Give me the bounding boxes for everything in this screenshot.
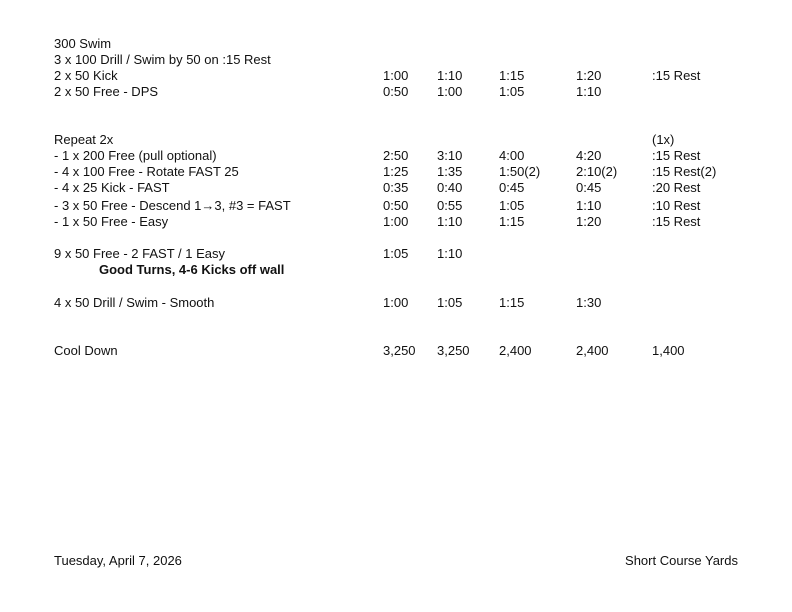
- line-label: - 1 x 50 Free - Easy: [54, 214, 169, 229]
- interval-col-4: 1:10: [576, 198, 602, 213]
- interval-col-1: 0:35: [383, 180, 409, 195]
- workout-line: [0, 68, 792, 84]
- interval-col-2: 0:40: [437, 180, 463, 195]
- workout-line: [0, 198, 792, 214]
- interval-col-1: 1:00: [383, 68, 409, 83]
- interval-col-3: 4:00: [499, 148, 525, 163]
- line-label: Repeat 2x: [54, 132, 114, 147]
- line-label: - 3 x 50 Free - Descend 1→3, #3 = FAST: [54, 198, 291, 213]
- interval-col-4: 1:20: [576, 214, 602, 229]
- line-label: - 1 x 200 Free (pull optional): [54, 148, 217, 163]
- total-col-4: 2,400: [576, 343, 609, 358]
- interval-col-4: 4:20: [576, 148, 602, 163]
- workout-line: [0, 180, 792, 196]
- interval-col-4: 1:20: [576, 68, 602, 83]
- rest-col: :20 Rest: [652, 180, 701, 195]
- workout-line: [0, 84, 792, 100]
- interval-col-3: 1:15: [499, 68, 525, 83]
- rest-col: :10 Rest: [652, 198, 701, 213]
- interval-col-3: 1:15: [499, 214, 525, 229]
- turns-note: Good Turns, 4-6 Kicks off wall: [99, 262, 285, 277]
- interval-col-2: 0:55: [437, 198, 463, 213]
- interval-col-2: 1:35: [437, 164, 463, 179]
- footer-date: Tuesday, April 7, 2026: [54, 553, 182, 568]
- line-label: 2 x 50 Free - DPS: [54, 84, 159, 99]
- workout-line: [0, 36, 792, 52]
- rest-col: :15 Rest(2): [652, 164, 717, 179]
- interval-col-3: 1:05: [499, 198, 525, 213]
- interval-col-4: 0:45: [576, 180, 602, 195]
- workout-line: [0, 343, 792, 359]
- interval-col-1: 1:25: [383, 164, 409, 179]
- workout-line: [0, 246, 792, 262]
- line-label: 3 x 100 Drill / Swim by 50 on :15 Rest: [54, 52, 271, 67]
- interval-col-3: 1:50(2): [499, 164, 541, 179]
- interval-col-3: 1:05: [499, 84, 525, 99]
- workout-line: [0, 132, 792, 148]
- line-label: 300 Swim: [54, 36, 112, 51]
- line-label: Cool Down: [54, 343, 118, 358]
- workout-line: [0, 52, 792, 68]
- interval-col-4: 2:10(2): [576, 164, 618, 179]
- line-label: 4 x 50 Drill / Swim - Smooth: [54, 295, 215, 310]
- interval-col-3: 1:15: [499, 295, 525, 310]
- interval-col-1: 1:00: [383, 214, 409, 229]
- interval-col-2: 1:10: [437, 246, 463, 261]
- line-label: - 4 x 100 Free - Rotate FAST 25: [54, 164, 239, 179]
- interval-col-4: 1:30: [576, 295, 602, 310]
- footer-course: Short Course Yards: [625, 553, 738, 568]
- line-label: 9 x 50 Free - 2 FAST / 1 Easy: [54, 246, 225, 261]
- total-col-1: 3,250: [383, 343, 416, 358]
- interval-col-2: 1:10: [437, 214, 463, 229]
- interval-col-1: 1:05: [383, 246, 409, 261]
- rest-col: :15 Rest: [652, 68, 701, 83]
- rest-col: :15 Rest: [652, 214, 701, 229]
- interval-col-1: 0:50: [383, 84, 409, 99]
- interval-col-2: 3:10: [437, 148, 463, 163]
- total-col-5: 1,400: [652, 343, 685, 358]
- repeat-count: (1x): [652, 132, 675, 147]
- total-col-2: 3,250: [437, 343, 470, 358]
- workout-line: [0, 164, 792, 180]
- interval-col-1: 2:50: [383, 148, 409, 163]
- workout-line: [0, 148, 792, 164]
- line-label: 2 x 50 Kick: [54, 68, 118, 83]
- interval-col-3: 0:45: [499, 180, 525, 195]
- interval-col-2: 1:05: [437, 295, 463, 310]
- rest-col: :15 Rest: [652, 148, 701, 163]
- line-label: - 4 x 25 Kick - FAST: [54, 180, 170, 195]
- interval-col-2: 1:10: [437, 68, 463, 83]
- workout-note: [0, 262, 792, 278]
- total-col-3: 2,400: [499, 343, 532, 358]
- interval-col-1: 1:00: [383, 295, 409, 310]
- interval-col-4: 1:10: [576, 84, 602, 99]
- workout-line: [0, 214, 792, 230]
- workout-line: [0, 295, 792, 311]
- interval-col-1: 0:50: [383, 198, 409, 213]
- interval-col-2: 1:00: [437, 84, 463, 99]
